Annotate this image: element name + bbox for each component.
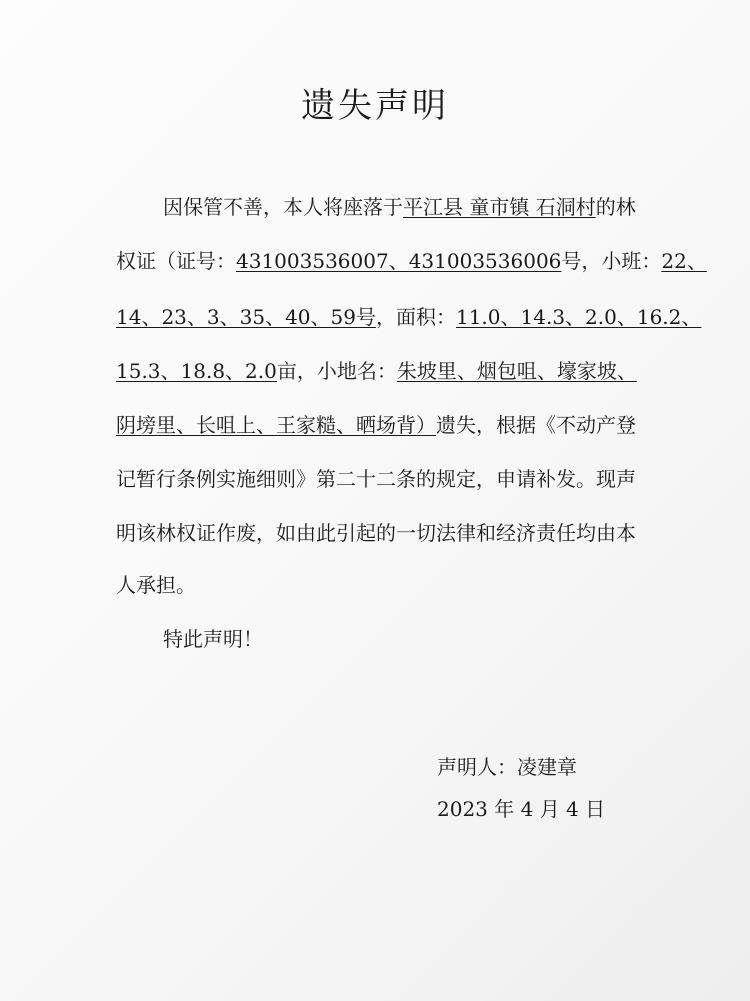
body-line-4 (116, 356, 637, 386)
area-underlined: 15.3、18.8、2.0 (116, 359, 277, 383)
body-line-3 (116, 302, 701, 332)
body-line-6: 记暂行条例实施细则》第二十二条的规定，申请补发。现声 (116, 467, 636, 491)
body-line-5 (116, 410, 636, 440)
body-line-8: 人承担。 (116, 573, 196, 597)
place-names-underlined: 朱坡里、烟包咀、壕家坡、 (396, 359, 637, 383)
location-underlined: 平江县 童市镇 石洞村 (403, 195, 596, 219)
text-segment: 亩，小地名： (276, 359, 397, 383)
text-segment: ，面积： (375, 305, 456, 329)
body-line-1 (163, 192, 636, 222)
certificate-numbers-underlined: 431003536007、431003536006 (236, 249, 562, 273)
text-segment: 号，小班： (561, 249, 662, 273)
declaration-date: 2023 年 4 月 4 日 (437, 797, 606, 821)
text-segment: 遗失，根据《不动产登 (436, 413, 636, 437)
body-line-7: 明该林权证作废，如由此引起的一切法律和经济责任均由本 (116, 521, 636, 545)
text-segment: 的林 (595, 195, 636, 219)
body-line-2 (116, 246, 707, 276)
declarant-signature: 声明人：凌建章 (437, 755, 577, 779)
place-names-underlined: 阴塝里、长咀上、王家糙、晒场背） (116, 413, 436, 437)
subclass-underlined: 14、23、3、35、40、59号 (116, 305, 376, 329)
document-title: 遗失声明 (301, 86, 449, 126)
closing-statement: 特此声明！ (163, 627, 263, 651)
text-segment: 因保管不善，本人将座落于 (163, 195, 403, 219)
area-underlined: 11.0、14.3、2.0、16.2、 (455, 305, 702, 329)
subclass-underlined: 22、 (661, 249, 707, 273)
text-segment: 权证（证号： (116, 249, 236, 273)
